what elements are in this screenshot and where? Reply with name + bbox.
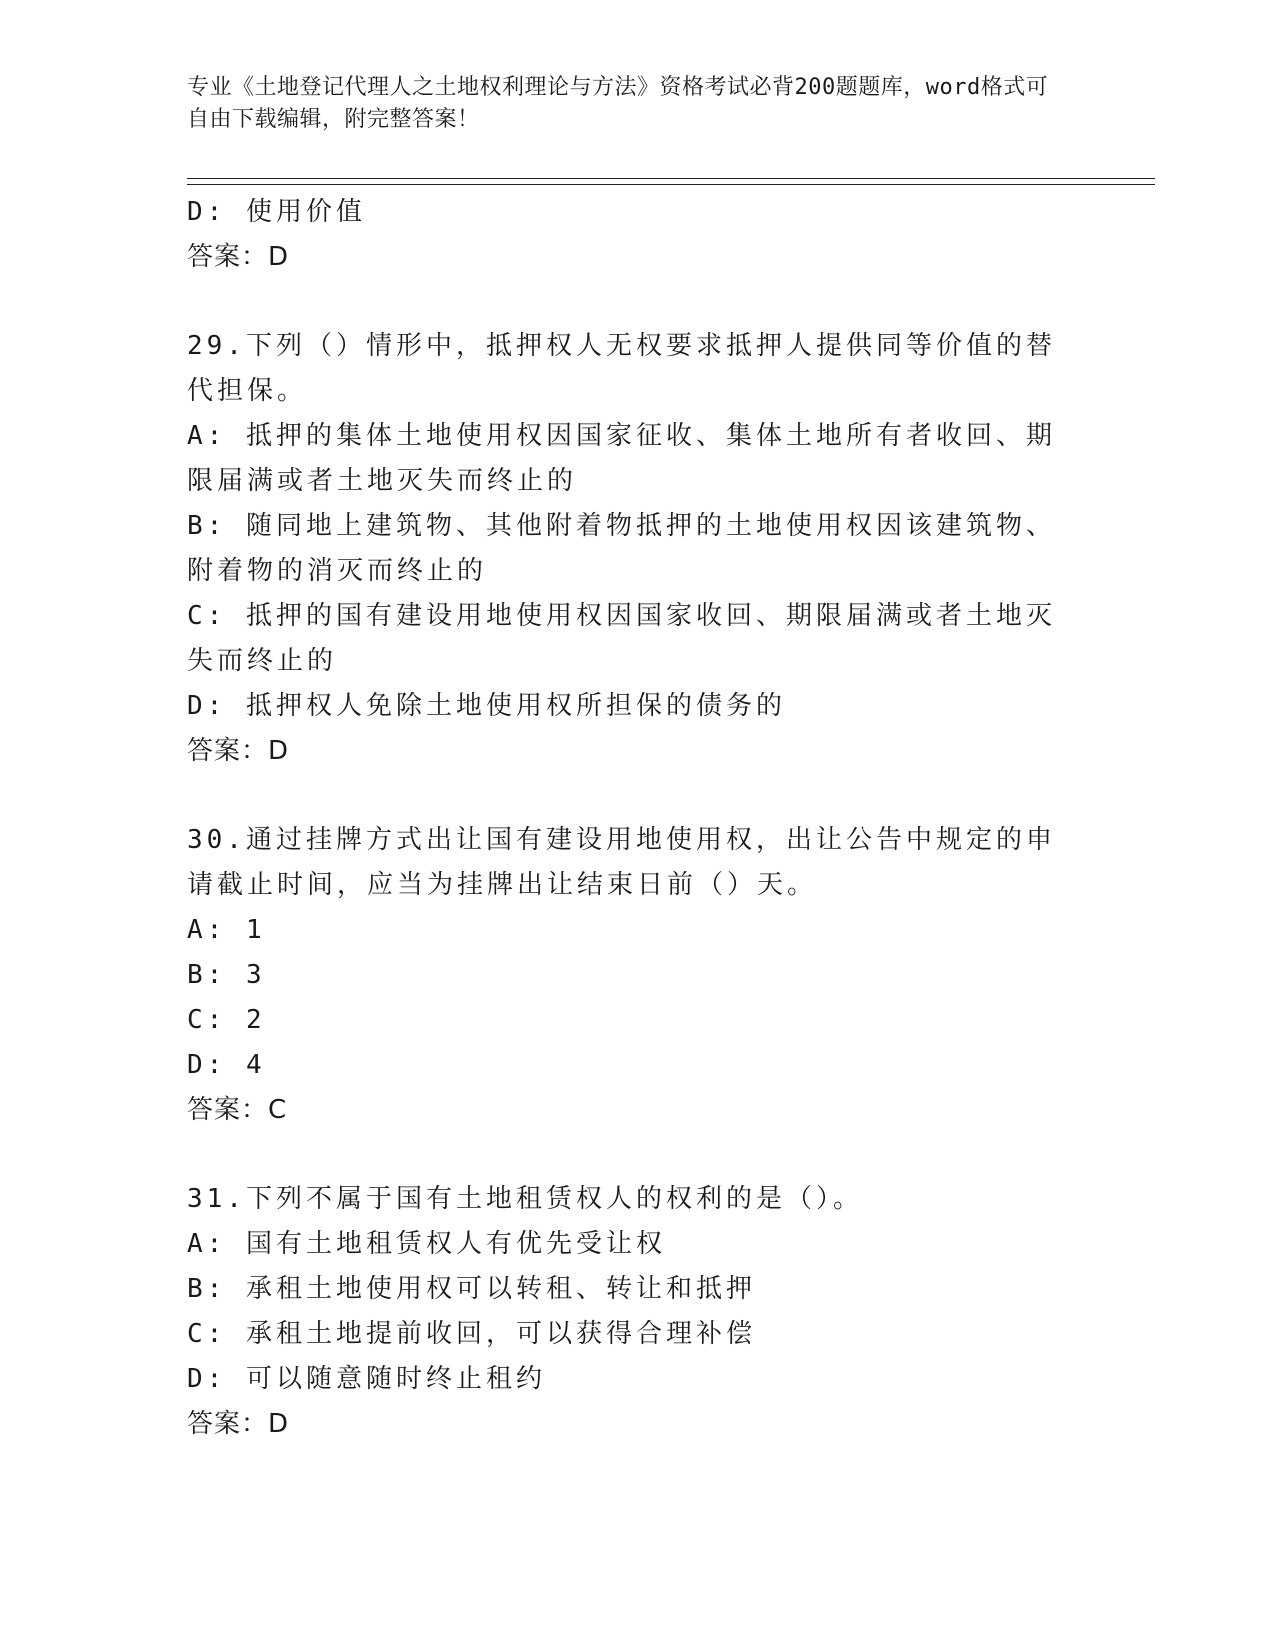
question-content	[187, 190, 1067, 1447]
option-c: C: 承租土地提前收回，可以获得合理补偿	[187, 1319, 756, 1349]
question-text: 29.下列（）情形中，抵押权人无权要求抵押人提供同等价值的替代担保。	[187, 331, 1056, 406]
question-block	[187, 1177, 1067, 1447]
option-a: A: 1	[187, 915, 266, 945]
answer-line: 答案：D	[187, 242, 290, 272]
option-b: B: 随同地上建筑物、其他附着物抵押的土地使用权因该建筑物、附着物的消灭而终止的	[187, 511, 1056, 586]
header-rule-top	[187, 178, 1155, 179]
option-d: D: 使用价值	[187, 197, 366, 227]
option-d: D: 可以随意随时终止租约	[187, 1364, 546, 1394]
answer-line: 答案：D	[187, 1409, 290, 1439]
option-b: B: 承租土地使用权可以转租、转让和抵押	[187, 1274, 756, 1304]
option-d: D: 4	[187, 1050, 266, 1080]
option-a: A: 抵押的集体土地使用权因国家征收、集体土地所有者收回、期限届满或者土地灭失而终止的	[187, 421, 1056, 496]
header-rule-bottom	[187, 184, 1155, 185]
answer-line: 答案：C	[187, 1095, 288, 1125]
option-c: C: 2	[187, 1005, 266, 1035]
answer-line: 答案：D	[187, 736, 290, 766]
option-a: A: 国有土地租赁权人有优先受让权	[187, 1229, 666, 1259]
question-text: 31.下列不属于国有土地租赁权人的权利的是（）。	[187, 1184, 863, 1214]
page-header: 专业《土地登记代理人之土地权利理论与方法》资格考试必背200题题库，word格式可自由下载编辑，附完整答案！	[187, 75, 1049, 132]
question-block	[187, 190, 1067, 280]
option-c: C: 抵押的国有建设用地使用权因国家收回、期限届满或者土地灭失而终止的	[187, 601, 1056, 676]
question-text: 30.通过挂牌方式出让国有建设用地使用权，出让公告中规定的申请截止时间，应当为挂牌出让结束日前（）天。	[187, 825, 1056, 900]
option-b: B: 3	[187, 960, 266, 990]
question-block	[187, 818, 1067, 1133]
option-d: D: 抵押权人免除土地使用权所担保的债务的	[187, 691, 786, 721]
question-block	[187, 324, 1067, 774]
